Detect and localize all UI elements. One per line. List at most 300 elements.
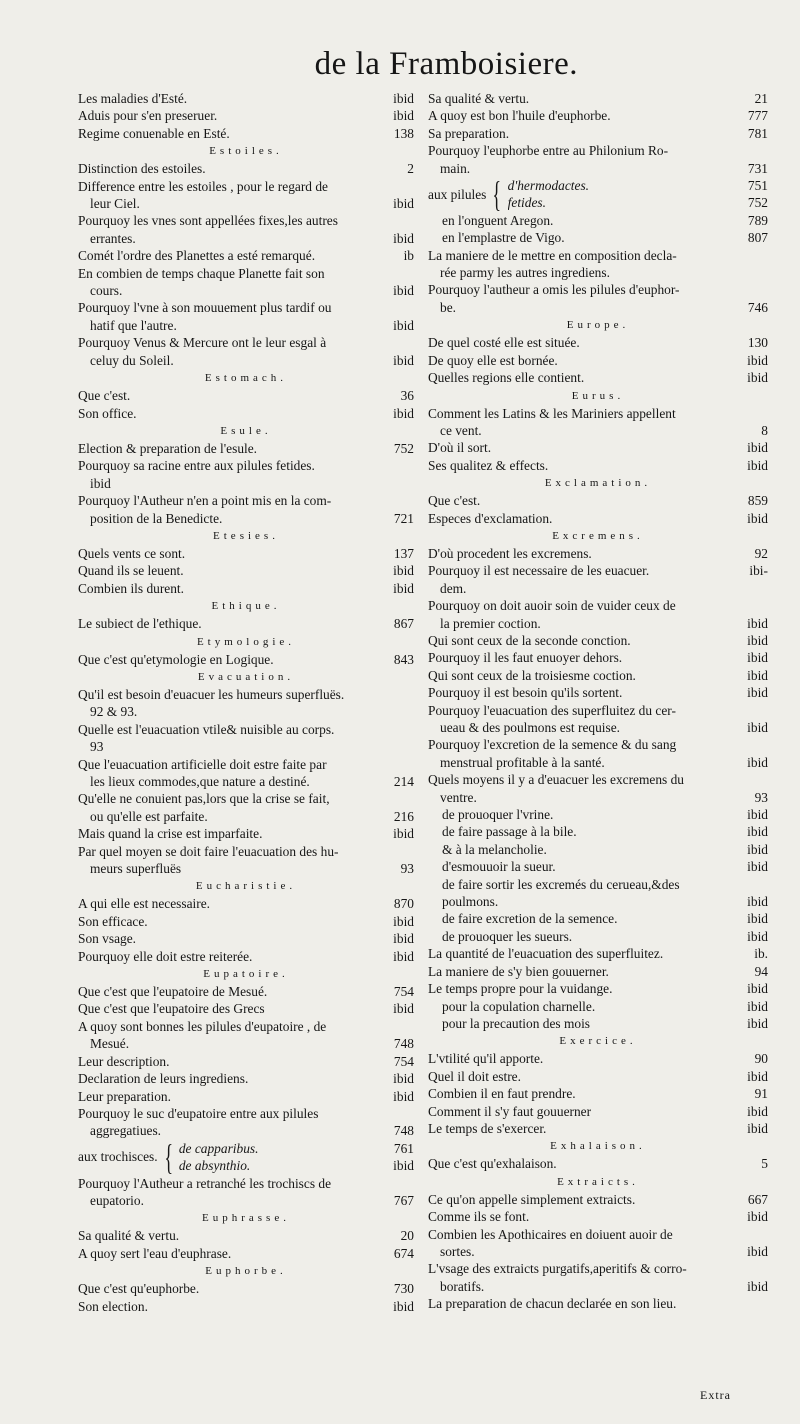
index-entry (428, 334, 768, 351)
entry-text: ce vent. (440, 422, 482, 438)
entry-text: Que c'est que l'eupatoire de Mesué. (78, 984, 268, 1000)
entry-text: Regime conuenable en Esté. (78, 125, 230, 141)
page-ref: 90 (754, 1051, 768, 1067)
entry-text: Son efficace. (78, 913, 148, 929)
index-entry (428, 719, 768, 736)
index-entry (78, 405, 414, 422)
index-entry-line: Pourquoy l'euphorbe entre au Philonium Ro- (428, 143, 669, 159)
page-ref: 748 (393, 1036, 414, 1052)
page-ref: ibid (747, 1243, 768, 1259)
section-heading: Euphorbe. (205, 1265, 287, 1278)
entry-text: be. (440, 299, 456, 315)
section-heading: Evacuation. (197, 670, 295, 683)
index-entry (78, 1245, 414, 1262)
page-ref: ibid (747, 859, 768, 875)
page-ref: ibid (747, 1103, 768, 1119)
index-entry (78, 983, 414, 1000)
section-heading: Etesies. (213, 529, 279, 542)
entry-text: 92 & 93. (90, 704, 138, 720)
entry-text: Combien il en faut prendre. (428, 1086, 576, 1102)
index-entry-line: Qu'elle ne conuient pas,lors que la crise se fait, (78, 791, 330, 807)
index-entry-line: Pourquoy l'euacuation des superfluitez du cer- (428, 702, 676, 718)
index-entry-line: de faire sortir les excremés du cerueau,&des (442, 876, 680, 892)
page-ref: 807 (747, 230, 768, 246)
section-heading: Ethique. (211, 600, 281, 613)
entry-text: Pourquoy il est besoin qu'ils sortent. (428, 685, 623, 701)
page-ref: ibid (747, 650, 768, 666)
index-entry (428, 457, 768, 474)
page-ref: 781 (747, 125, 768, 141)
index-entry (428, 160, 768, 177)
page-ref: ibid (747, 370, 768, 386)
entry-text: aggregatiues. (90, 1123, 162, 1139)
page-ref: 752 (393, 440, 414, 456)
index-entry (428, 562, 768, 579)
index-entry (78, 1192, 414, 1209)
index-entry-line: Pourquoy l'autheur a omis les pilules d'euphor- (428, 282, 680, 298)
entry-text: fetides. (507, 195, 546, 211)
page-ref: ibid (393, 931, 414, 947)
page-ref: 674 (393, 1245, 414, 1261)
index-entry (428, 545, 768, 562)
index-entry (78, 1298, 414, 1315)
index-entry (428, 667, 768, 684)
entry-text: Que c'est. (428, 493, 481, 509)
index-entry (428, 806, 768, 823)
catchword: Extra (700, 1388, 731, 1402)
index-entry-line: Pourquoy l'excretion de la semence & du sang (428, 737, 677, 753)
page-ref: ibid (747, 457, 768, 473)
entry-text: Ses qualitez & effects. (428, 457, 549, 473)
entry-text: Pourquoy elle doit estre reiterée. (78, 948, 253, 964)
index-entry (78, 808, 414, 825)
index-entry (78, 913, 414, 930)
page-ref: 214 (393, 774, 414, 789)
index-entry (428, 90, 768, 107)
index-entry (428, 492, 768, 509)
index-entry-line: Pourquoy on doit auoir soin de vuider ceux de (428, 598, 676, 614)
entry-text: Quand ils se leuent. (78, 563, 184, 579)
index-entry (428, 841, 768, 858)
page-ref: ibid (747, 685, 768, 701)
page-ref: ibid (393, 352, 414, 368)
page-ref: ibid (393, 91, 414, 106)
entry-text: Leur preparation. (78, 1088, 171, 1104)
page-ref: ibid (747, 894, 768, 910)
index-entry (428, 580, 768, 597)
index-entry (78, 1053, 414, 1070)
index-entry (428, 754, 768, 771)
section-heading: Estomach. (204, 372, 288, 385)
entry-text: ventre. (440, 789, 477, 805)
entry-text: ou qu'elle est parfaite. (90, 808, 208, 824)
page-ref: ibid (747, 720, 768, 735)
index-entry-line: Pourquoy l'Autheur n'en a point mis en la com- (78, 493, 332, 509)
page-ref: ibid (393, 1088, 414, 1104)
index-entry (78, 160, 414, 177)
index-entry (78, 387, 414, 404)
entry-text: Qui sont ceux de la troisiesme coction. (428, 667, 636, 683)
index-entry (428, 1085, 768, 1102)
entry-text: de faire excretion de la semence. (442, 911, 618, 927)
entry-text: & à la melancholie. (442, 841, 547, 857)
entry-text: La maniere de s'y bien gouuerner. (428, 963, 609, 979)
entry-text: Especes d'exclamation. (428, 510, 553, 526)
index-entry (78, 773, 414, 790)
entry-text: main. (440, 160, 471, 176)
entry-text: Que c'est qu'etymologie en Logique. (78, 651, 274, 667)
brace-group (428, 174, 768, 215)
entry-text: de absynthio. (178, 1158, 251, 1174)
section-heading: Estoiles. (209, 145, 283, 158)
entry-text: sortes. (440, 1243, 475, 1259)
section-heading: Etymologie. (196, 635, 296, 648)
page-ref: ibid (393, 1298, 414, 1314)
page-ref: ibid (747, 911, 768, 927)
index-entry (428, 107, 768, 124)
index-entry (428, 264, 768, 281)
entry-text: Sa qualité & vertu. (78, 1228, 180, 1244)
index-entry (78, 825, 414, 842)
page-ref: ibid (393, 563, 414, 579)
page-ref: 5 (761, 1156, 768, 1172)
page-ref: 746 (747, 299, 768, 315)
page-ref: 777 (747, 108, 768, 124)
index-entry (78, 895, 414, 912)
entry-text: De quel costé elle est située. (428, 335, 580, 351)
page-ref: 721 (393, 510, 414, 526)
page-ref: ibid (747, 1209, 768, 1225)
index-entry (428, 439, 768, 456)
section-heading: Europe. (566, 319, 630, 332)
index-entry (428, 1243, 768, 1260)
entry-text: d'esmouuoir la sueur. (442, 859, 556, 875)
entry-text: Les maladies d'Esté. (78, 91, 188, 106)
page-ref: 94 (754, 963, 768, 979)
page-ref: ibid (747, 352, 768, 368)
entry-text: la premier coction. (440, 615, 541, 631)
index-entry-line: Quelle est l'euacuation vtile& nuisible au corps. (78, 721, 335, 737)
page-ref: 2 (407, 161, 414, 177)
page-ref: ibid (393, 1071, 414, 1087)
entry-text: Ce qu'on appelle simplement extraicts. (428, 1191, 636, 1207)
index-entry-line: Difference entre les estoiles , pour le regard de (78, 178, 328, 194)
entry-text: dem. (440, 580, 467, 596)
index-entry (428, 615, 768, 632)
index-entry (508, 194, 768, 211)
entry-text: de prouoquer l'vrine. (442, 807, 554, 823)
page-ref: ibid (747, 998, 768, 1014)
index-entry (428, 422, 768, 439)
entry-text: Leur description. (78, 1053, 170, 1069)
page-ref: 789 (747, 212, 768, 228)
entry-text: cours. (90, 283, 123, 299)
index-column-left (78, 90, 414, 1315)
page-ref: ibid (747, 440, 768, 456)
page-ref: 752 (747, 195, 768, 211)
entry-text: Distinction des estoiles. (78, 161, 206, 177)
index-entry (78, 1088, 414, 1105)
section-heading: Eucharistie. (195, 880, 297, 893)
page-ref: ibid (747, 807, 768, 823)
brace-label: aux pilules (428, 186, 487, 202)
page-ref: ibid (747, 510, 768, 526)
page-ref: 91 (754, 1086, 768, 1102)
index-entry-line: En combien de temps chaque Planette fait son (78, 265, 325, 281)
entry-text: de capparibus. (178, 1140, 259, 1156)
entry-text: Que c'est. (78, 388, 131, 404)
page-ref: ibid (393, 1158, 414, 1174)
page-ref: 730 (393, 1281, 414, 1297)
index-entry (78, 1280, 414, 1297)
brace-symbol: { (163, 1137, 173, 1178)
section-heading: Exhalaison. (550, 1140, 646, 1153)
entry-text: Sa preparation. (428, 125, 510, 141)
entry-text: eupatorio. (90, 1192, 144, 1208)
page-ref: 731 (747, 160, 768, 176)
entry-text: Declaration de leurs ingrediens. (78, 1071, 249, 1087)
entry-text: menstrual profitable à la santé. (440, 754, 605, 770)
entry-text: Election & preparation de l'esule. (78, 440, 258, 456)
index-entry (78, 90, 414, 107)
brace-label: aux trochisces. (78, 1149, 158, 1165)
index-entry (78, 440, 414, 457)
page-ref: ibid (747, 824, 768, 840)
entry-text: La preparation de chacun declarée en son lieu. (428, 1296, 677, 1312)
entry-text: Pourquoy il est necessaire de les euacuer. (428, 563, 650, 579)
page-ref: 92 (754, 545, 768, 561)
index-entry (428, 1191, 768, 1208)
entry-text: A quoy est bon l'huile d'euphorbe. (428, 108, 611, 124)
page-ref: ibid (393, 230, 414, 246)
entry-text: position de la Benedicte. (90, 510, 223, 526)
entry-text: errantes. (90, 230, 136, 246)
index-entry-line: Comment les Latins & les Mariniers appellent (428, 405, 676, 421)
index-entry-line: Par quel moyen se doit faire l'euacuation des hu- (78, 843, 339, 859)
entry-text: Le temps propre pour la vuidange. (428, 981, 613, 997)
page-ref: ibid (747, 1278, 768, 1294)
entry-text: les lieux commodes,que nature a destiné. (90, 774, 310, 789)
section-heading: Eurus. (571, 389, 625, 402)
entry-text: Comét l'ordre des Planettes a esté remarqué. (78, 248, 316, 264)
index-entry (428, 789, 768, 806)
entry-text: D'où procedent les excremens. (428, 545, 592, 561)
page-ref: 843 (393, 651, 414, 667)
entry-text: Sa qualité & vertu. (428, 91, 530, 106)
entry-text: Mesué. (90, 1036, 130, 1052)
entry-text: Quels vents ce sont. (78, 545, 186, 561)
index-entry (78, 580, 414, 597)
page-ref: ibid (747, 754, 768, 770)
index-entry (78, 107, 414, 124)
index-entry (78, 1035, 414, 1052)
page-ref: ibid (393, 283, 414, 299)
index-entry (78, 195, 414, 212)
page-ref: ibid (393, 1001, 414, 1017)
page-ref: 870 (393, 896, 414, 912)
index-entry (428, 510, 768, 527)
entry-text: pour la precaution des mois (442, 1015, 591, 1031)
index-entry (428, 1068, 768, 1085)
index-entry (179, 1140, 414, 1157)
entry-text: en l'onguent Aregon. (442, 212, 554, 228)
section-heading: Exercice. (559, 1035, 637, 1048)
entry-text: 93 (90, 739, 104, 755)
page-ref: ibid (747, 632, 768, 648)
entry-text: de faire passage à la bile. (442, 824, 577, 840)
section-heading: Euphrasse. (202, 1212, 290, 1225)
entry-text: Aduis pour s'en preseruer. (78, 108, 218, 124)
entry-text: Que c'est qu'exhalaison. (428, 1156, 557, 1172)
page-ref: ibid (747, 1068, 768, 1084)
page-ref: 8 (761, 422, 768, 438)
page-ref: 751 (747, 178, 768, 194)
page-header: de la Framboisiere. (314, 46, 578, 82)
index-entry-line: Pourquoy Venus & Mercure ont le leur esgal à (78, 335, 327, 351)
page-ref: 216 (393, 808, 414, 824)
index-entry-line: Pourquoy l'Autheur a retranché les trochiscs de (78, 1175, 332, 1191)
page-ref: 36 (400, 388, 414, 404)
index-entry (428, 998, 768, 1015)
page-ref: 754 (393, 984, 414, 1000)
entry-text: Le subiect de l'ethique. (78, 616, 202, 632)
index-entry (428, 928, 768, 945)
entry-text: ueau & des poulmons est requise. (440, 720, 620, 735)
index-entry (78, 948, 414, 965)
page-ref: 667 (747, 1191, 768, 1207)
section-heading: Esule. (220, 424, 272, 437)
index-entry (78, 282, 414, 299)
brace-options (179, 1140, 414, 1175)
index-entry-line: L'vsage des extraicts purgatifs,aperitifs & corro- (428, 1261, 687, 1277)
page-ref: 137 (393, 545, 414, 561)
entry-text: Le temps de s'exercer. (428, 1120, 547, 1136)
entry-text: meurs superfluës (90, 861, 182, 877)
entry-text: Quel il doit estre. (428, 1068, 521, 1084)
entry-text: ibid (90, 475, 111, 491)
index-entry (78, 317, 414, 334)
entry-text: boratifs. (440, 1278, 485, 1294)
index-entry (428, 352, 768, 369)
entry-text: A qui elle est necessaire. (78, 896, 210, 912)
page-ref: ibid (747, 841, 768, 857)
index-entry-line: Qu'il est besoin d'euacuer les humeurs superfluës. (78, 686, 345, 702)
index-entry (428, 945, 768, 962)
entry-text: rée parmy les autres ingrediens. (440, 265, 610, 281)
page-ref: ibid (393, 948, 414, 964)
index-entry (428, 1155, 768, 1172)
page-ref: ibid (747, 667, 768, 683)
index-entry (428, 1278, 768, 1295)
index-entry (428, 299, 768, 316)
section-heading: Excremens. (552, 529, 644, 542)
page-ref: 20 (400, 1228, 414, 1244)
brace-group (78, 1137, 414, 1178)
index-entry-line: Pourquoy sa racine entre aux pilules fetides. (78, 458, 315, 474)
index-entry (428, 1015, 768, 1032)
page-ref: ibid (393, 317, 414, 333)
index-entry (428, 684, 768, 701)
entry-text: d'hermodactes. (507, 178, 590, 194)
brace-symbol: { (492, 174, 502, 215)
index-entry (428, 229, 768, 246)
page-ref: 859 (747, 493, 768, 509)
page-ref: ibid (393, 405, 414, 421)
index-entry (428, 823, 768, 840)
index-entry (428, 369, 768, 386)
index-entry (78, 1122, 414, 1139)
index-column-right (428, 90, 768, 1313)
entry-text: Combien ils durent. (78, 580, 185, 596)
page-ref: ibid (393, 826, 414, 842)
index-entry-line: Combien les Apothicaires en doiuent auoir de (428, 1226, 673, 1242)
page-ref: ib. (754, 946, 768, 962)
index-entry (78, 1000, 414, 1017)
index-entry (179, 1157, 414, 1174)
index-entry (78, 738, 414, 755)
page-ref: ibid (747, 981, 768, 997)
index-entry (428, 858, 768, 875)
index-entry-line: La maniere de le mettre en composition decla- (428, 247, 677, 263)
page-ref: 767 (393, 1192, 414, 1208)
entry-text: Que c'est qu'euphorbe. (78, 1281, 200, 1297)
entry-text: Son election. (78, 1298, 148, 1314)
index-entry-line: Que l'euacuation artificielle doit estre faite par (78, 756, 327, 772)
page-ref: ibid (747, 928, 768, 944)
page-ref: 748 (393, 1123, 414, 1139)
entry-text: de prouoquer les sueurs. (442, 928, 573, 944)
index-entry (78, 352, 414, 369)
entry-text: Quelles regions elle contient. (428, 370, 585, 386)
entry-text: Qui sont ceux de la seconde conction. (428, 632, 631, 648)
index-entry (428, 1103, 768, 1120)
index-entry (78, 651, 414, 668)
index-entry (78, 510, 414, 527)
index-entry (78, 1070, 414, 1087)
page-ref: ibid (393, 108, 414, 124)
index-entry-line: Pourquoy le suc d'eupatoire entre aux pilules (78, 1105, 319, 1121)
page-ref: 761 (393, 1140, 414, 1156)
page-ref: 130 (747, 335, 768, 351)
page-ref: ibid (747, 1120, 768, 1136)
page-ref: ibi- (749, 563, 768, 579)
index-entry-line: Pourquoy les vnes sont appellées fixes,les autres (78, 213, 338, 229)
index-entry (78, 125, 414, 142)
entry-text: pour la copulation charnelle. (442, 998, 596, 1014)
brace-options (508, 177, 768, 212)
page-ref: 93 (400, 861, 414, 877)
entry-text: Mais quand la crise est imparfaite. (78, 826, 263, 842)
index-entry (78, 1227, 414, 1244)
section-heading: Extraicts. (557, 1175, 639, 1188)
index-entry (428, 980, 768, 997)
page-ref: ibid (747, 615, 768, 631)
section-heading: Eupatoire. (203, 968, 289, 981)
index-entry (428, 1120, 768, 1137)
page-ref: ibid (747, 1015, 768, 1031)
index-entry (428, 649, 768, 666)
entry-text: D'où il sort. (428, 440, 492, 456)
index-entry-line: A quoy sont bonnes les pilules d'eupatoire , de (78, 1018, 327, 1034)
index-entry (428, 212, 768, 229)
index-entry (428, 1050, 768, 1067)
index-entry (78, 545, 414, 562)
entry-text: Comment il s'y faut gouuerner (428, 1103, 592, 1119)
entry-text: Son office. (78, 405, 137, 421)
page-ref: 867 (393, 616, 414, 632)
entry-text: leur Ciel. (90, 196, 140, 212)
entry-text: hatif que l'autre. (90, 317, 177, 333)
